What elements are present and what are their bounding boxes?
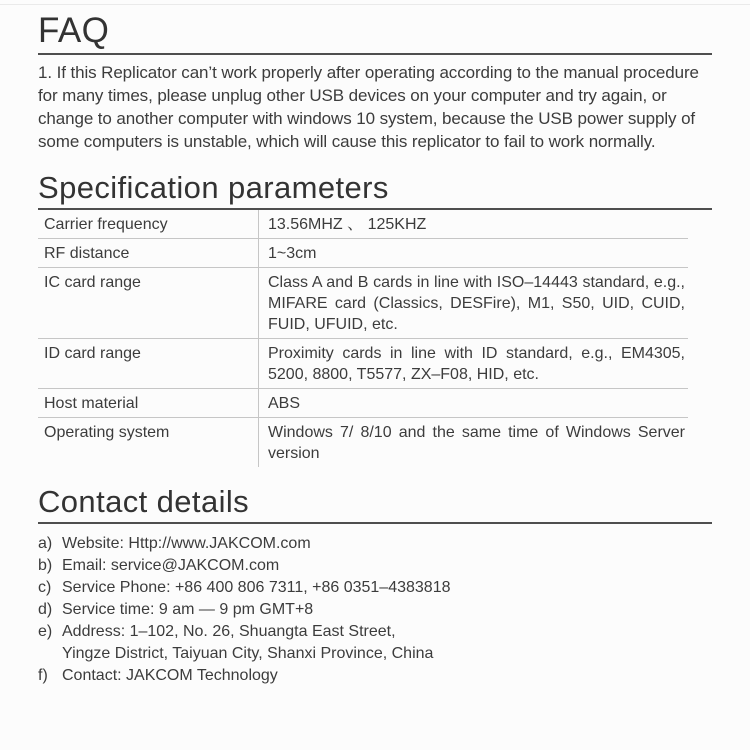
contact-list	[38, 533, 712, 687]
contact-item-address	[38, 621, 712, 665]
contact-item-marker: e)	[38, 623, 53, 640]
contact-item-service-time	[38, 599, 712, 621]
spec-row-id-card-range	[38, 339, 688, 389]
contact-address-line2: Yingze District, Taiyuan City, Shanxi Province, China	[62, 645, 434, 662]
spec-table	[38, 210, 688, 467]
spec-label: Carrier frequency	[44, 216, 168, 233]
faq-title-rule	[38, 53, 712, 55]
spec-value: ABS	[259, 389, 689, 418]
spec-value: Windows 7/ 8/10 and the same time of Windows Server version	[259, 418, 689, 468]
contact-item-text: Email: service@JAKCOM.com	[62, 557, 280, 574]
contact-title: Contact details	[38, 484, 250, 519]
contact-item-service-phone	[38, 577, 712, 599]
specs-title: Specification parameters	[38, 170, 389, 205]
contact-item-email	[38, 555, 712, 577]
contact-item-text: Contact: JAKCOM Technology	[62, 667, 278, 684]
spec-label: RF distance	[44, 245, 130, 262]
contact-item-marker: b)	[38, 557, 53, 574]
faq-section	[38, 0, 712, 153]
contact-title-rule	[38, 522, 712, 524]
spec-label: Operating system	[44, 424, 170, 441]
spec-label: ID card range	[44, 345, 141, 362]
faq-paragraph: 1. If this Replicator can’t work properly after operating according to the manual procedure for many times, please unplug other USB devices on your computer and try again, or change to another computer with windows 10 system, because the USB power supply of some computers is unstable, which will cause this replicator to fail to work normally.	[38, 63, 699, 151]
spec-label: Host material	[44, 395, 139, 412]
contact-item-text: Website: Http://www.JAKCOM.com	[62, 535, 311, 552]
contact-item-website	[38, 533, 712, 555]
contact-item-text	[62, 621, 712, 665]
spec-value: 13.56MHZ 、 125KHZ	[259, 210, 689, 239]
spec-label: IC card range	[44, 274, 141, 291]
top-divider	[0, 4, 750, 5]
contact-item-marker: f)	[38, 667, 48, 684]
contact-item-marker: a)	[38, 535, 53, 552]
spec-row-operating-system	[38, 418, 688, 468]
contact-section	[38, 484, 712, 687]
spec-row-rf-distance	[38, 239, 688, 268]
spec-row-carrier-frequency	[38, 210, 688, 239]
spec-value: Proximity cards in line with ID standard, e.g., EM4305, 5200, 8800, T5577, ZX–F08, HID, etc.	[259, 339, 689, 389]
specs-section	[38, 170, 712, 467]
spec-value: 1~3cm	[259, 239, 689, 268]
spec-row-host-material	[38, 389, 688, 418]
contact-address-line1: Address: 1–102, No. 26, Shuangta East Street,	[62, 623, 396, 640]
contact-item-marker: d)	[38, 601, 53, 618]
spec-value: Class A and B cards in line with ISO–14443 standard, e.g., MIFARE card (Classics, DESFire), M1, S50, UID, CUID, FUID, UFUID, etc.	[259, 268, 689, 339]
contact-item-company	[38, 665, 712, 687]
faq-title: FAQ	[38, 11, 110, 50]
spec-row-ic-card-range	[38, 268, 688, 339]
contact-item-text: Service Phone: +86 400 806 7311, +86 0351–4383818	[62, 579, 451, 596]
contact-item-marker: c)	[38, 579, 52, 596]
contact-item-text: Service time: 9 am — 9 pm GMT+8	[62, 601, 314, 618]
